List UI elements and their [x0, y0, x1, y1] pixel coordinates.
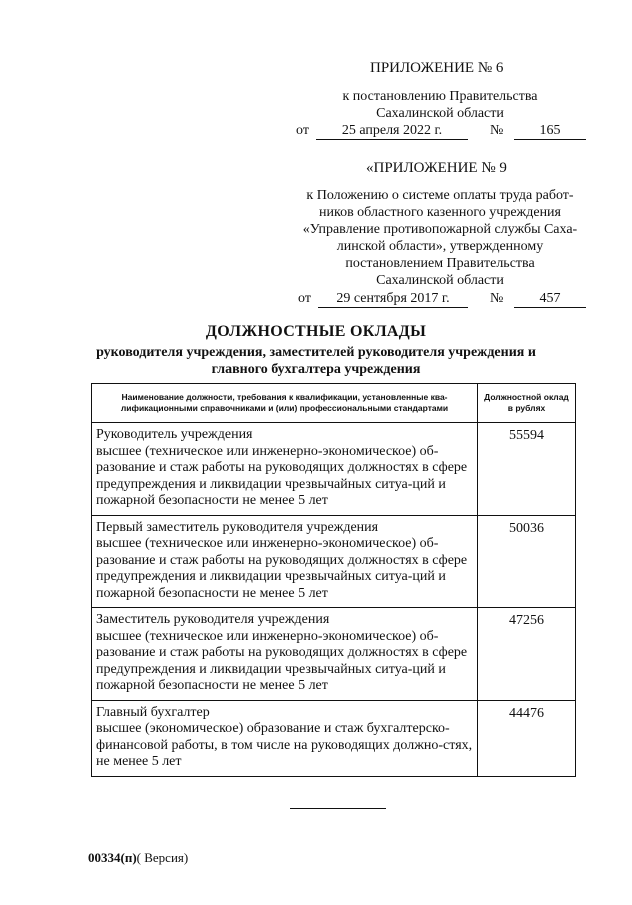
document-subtitle-line2: главного бухгалтера учреждения	[211, 362, 421, 377]
table-row	[92, 700, 576, 776]
table-row	[92, 608, 576, 701]
document-code: 00334(п)	[88, 850, 137, 865]
document-footer	[88, 850, 188, 866]
table-header-row	[92, 384, 576, 423]
position-cell	[92, 423, 478, 516]
appendix-9-line: к Положению о системе оплаты труда работ-	[306, 188, 574, 203]
salary-table	[91, 383, 576, 777]
position-requirements: высшее (техническое или инженерно-экономическое) об-разование и стаж работы на руководящих должностях в сфере предупреждения и ликвидации чрезвычайных ситуа-ций и пожарной безопасности не менее 5 лет	[96, 443, 468, 508]
appendix-9-line: линской области», утвержденному	[336, 239, 544, 254]
position-requirements: высшее (техническое или инженерно-экономическое) об-разование и стаж работы на руководящих должностях в сфере предупреждения и ликвидации чрезвычайных ситуа-ций и пожарной безопасности не менее 5 лет	[96, 536, 468, 601]
position-title: Главный бухгалтер	[96, 704, 210, 720]
salary-cell: 47256	[478, 608, 576, 701]
salary-cell: 50036	[478, 515, 576, 608]
appendix-title-6: ПРИЛОЖЕНИЕ № 6	[370, 60, 504, 76]
appendix-9-date: 29 сентября 2017 г.	[318, 291, 468, 308]
appendix-9-line: «Управление противопожарной службы Саха-	[302, 222, 578, 237]
salary-cell: 55594	[478, 423, 576, 516]
document-subtitle	[0, 344, 632, 378]
appendix-title-9: «ПРИЛОЖЕНИЕ № 9	[366, 160, 507, 176]
appendix-6-line2: Сахалинской области	[376, 106, 504, 121]
document-subtitle-line1: руководителя учреждения, заместителей руководителя учреждения и	[96, 345, 536, 360]
appendix-6-line1: к постановлению Правительства	[342, 89, 538, 104]
appendix-9-line: постановлением Правительства	[345, 256, 535, 271]
salary-cell: 44476	[478, 700, 576, 776]
table-row	[92, 515, 576, 608]
appendix-9-line: Сахалинской области	[376, 273, 504, 288]
appendix-9-from-label: от	[298, 291, 311, 306]
document-version: ( Версия)	[136, 850, 189, 865]
column-header-position: Наименование должности, требования к квалификации, установленные ква-лификационными справочниками и (или) профессиональными стандартами	[92, 384, 478, 423]
position-cell	[92, 608, 478, 701]
appendix-9-line: ников областного казенного учреждения	[319, 205, 561, 220]
appendix-6-number: 165	[514, 123, 586, 140]
table-row	[92, 423, 576, 516]
appendix-9-number: 457	[514, 291, 586, 308]
appendix-9-reference	[290, 187, 590, 289]
appendix-6-from-label: от	[296, 123, 309, 138]
position-requirements: высшее (техническое или инженерно-экономическое) об-разование и стаж работы на руководящих должностях в сфере предупреждения и ликвидации чрезвычайных ситуа-ций и пожарной безопасности не менее 5 лет	[96, 628, 468, 693]
position-title: Заместитель руководителя учреждения	[96, 612, 330, 627]
position-cell	[92, 700, 478, 776]
document-title: ДОЛЖНОСТНЫЕ ОКЛАДЫ	[205, 323, 427, 340]
appendix-6-date: 25 апреля 2022 г.	[316, 123, 468, 140]
column-header-salary: Должностной оклад в рублях	[478, 384, 576, 423]
position-cell	[92, 515, 478, 608]
appendix-6-number-label: №	[490, 123, 504, 138]
appendix-6-reference	[290, 88, 590, 122]
closing-divider	[290, 808, 386, 809]
position-requirements: высшее (экономическое) образование и стаж бухгалтерско-финансовой работы, в том числе на руководящих должно-стях, не менее 5 лет	[96, 721, 473, 769]
position-title: Руководитель учреждения	[96, 427, 253, 442]
position-title: Первый заместитель руководителя учреждения	[96, 519, 379, 535]
appendix-9-number-label: №	[490, 291, 504, 306]
